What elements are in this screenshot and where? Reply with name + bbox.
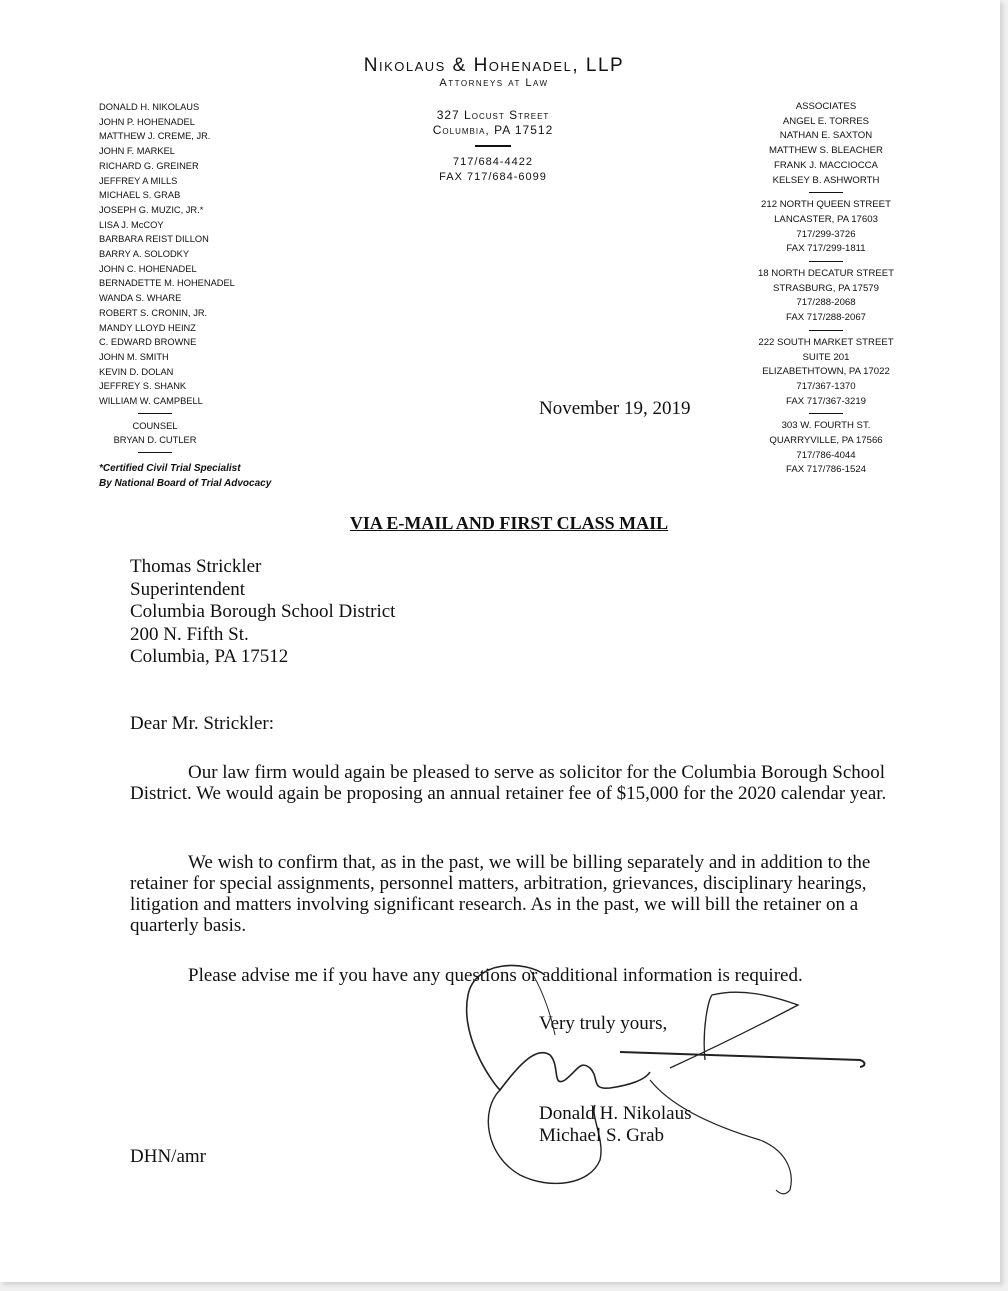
office-line: STRASBURG, PA 17579: [773, 282, 879, 294]
associate-name: NATHAN E. SAXTON: [779, 130, 873, 142]
office-line: 303 W. FOURTH ST.: [781, 420, 871, 432]
typist-initials: DHN/amr: [130, 1146, 206, 1167]
partner-name: C. EDWARD BROWNE: [99, 337, 197, 348]
firm-subtitle: Attorneys at Law: [439, 77, 549, 89]
partner-name: BARBARA REIST DILLON: [99, 234, 209, 245]
body-paragraph: Please advise me if you have any questions or additional information is required.: [188, 965, 803, 986]
partner-name: KEVIN D. DOLAN: [99, 366, 174, 377]
salutation: Dear Mr. Strickler:: [130, 713, 275, 734]
office-line: 717/299-3726: [796, 228, 856, 240]
office-line: LANCASTER, PA 17603: [774, 213, 878, 225]
associates-offices-column: [746, 100, 906, 478]
partner-name: WILLIAM W. CAMPBELL: [99, 396, 203, 407]
body-paragraph: Our law firm would again be pleased to serve as solicitor for the Columbia Borough School District. We would again be proposing an annual retainer fee of $15,000 for the 2020 calendar year.: [130, 762, 887, 804]
office-line: 717/288-2068: [796, 297, 856, 309]
divider: [809, 330, 843, 331]
counsel-name: BRYAN D. CUTLER: [113, 435, 197, 446]
associates-heading: ASSOCIATES: [795, 101, 857, 112]
main-office-block: [393, 108, 593, 185]
recipient-line: Columbia Borough School District: [130, 601, 396, 622]
recipient-line: 200 N. Fifth St.: [130, 623, 249, 645]
office-strasburg: [746, 267, 906, 326]
main-office-city: Columbia, PA 17512: [432, 123, 554, 137]
firm-name: Nikolaus & Hohenadel, LLP: [363, 55, 625, 76]
associate-name: ANGEL E. TORRES: [782, 115, 870, 127]
partner-name: JEFFREY S. SHANK: [99, 381, 187, 392]
recipient-line: Thomas Strickler: [130, 556, 262, 577]
signer-name: Michael S. Grab: [539, 1125, 665, 1146]
divider: [475, 145, 511, 147]
main-office-fax: FAX 717/684-6099: [439, 171, 547, 183]
office-line: FAX 717/288-2067: [785, 312, 866, 324]
partner-name: RICHARD G. GREINER: [99, 160, 199, 171]
main-office-phone: 717/684-4422: [453, 156, 533, 168]
office-line: ELIZABETHTOWN, PA 17022: [762, 366, 890, 378]
body-paragraph: We wish to confirm that, as in the past, we will be billing separately and in addition to the retainer for special assignments, personnel matters, arbitration, grievances, disciplinary hearings, litigation and matters involving significant research. As in the past, we will bill the retainer on a quarterly basis.: [130, 852, 871, 936]
office-line: 212 NORTH QUEEN STREET: [761, 199, 891, 211]
closing: Very truly yours,: [539, 1013, 668, 1034]
office-line: 222 SOUTH MARKET STREET: [758, 336, 894, 348]
certification-note: [99, 461, 319, 491]
partner-name: MANDY LLOYD HEINZ: [99, 322, 196, 333]
partner-name: JOHN C. HOHENADEL: [99, 263, 197, 274]
partner-name: JOHN M. SMITH: [99, 351, 169, 362]
delivery-method: VIA E-MAIL AND FIRST CLASS MAIL: [349, 513, 669, 533]
partner-name: MICHAEL S. GRAB: [99, 190, 181, 201]
partner-name: JOSEPH G. MUZIC, JR.*: [99, 204, 204, 215]
associate-name: FRANK J. MACCIOCCA: [774, 159, 878, 171]
office-line: FAX 717/367-3219: [785, 395, 866, 407]
recipient-line: Columbia, PA 17512: [130, 646, 289, 667]
office-line: FAX 717/786-1524: [785, 464, 866, 476]
partner-name: LISA J. McCOY: [99, 219, 164, 230]
office-line: QUARRYVILLE, PA 17566: [769, 435, 883, 447]
office-elizabethtown: [746, 336, 906, 410]
office-line: FAX 717/299-1811: [786, 243, 866, 255]
partner-name: MATTHEW J. CREME, JR.: [99, 131, 211, 142]
associate-name: KELSEY B. ASHWORTH: [772, 174, 880, 186]
signer-name: Donald H. Nikolaus: [539, 1103, 692, 1124]
partner-name: ROBERT S. CRONIN, JR.: [99, 307, 208, 318]
office-line: 18 NORTH DECATUR STREET: [757, 268, 895, 280]
office-line: SUITE 201: [802, 351, 850, 363]
partner-name: BERNADETTE M. HOHENADEL: [99, 278, 235, 289]
partner-name: JEFFREY A MILLS: [99, 175, 178, 186]
divider: [809, 192, 843, 193]
partner-name: JOHN F. MARKEL: [99, 146, 175, 157]
divider: [809, 413, 843, 414]
signature-stroke: [620, 1052, 865, 1067]
office-quarryville: [746, 419, 906, 478]
divider: [809, 261, 843, 262]
counsel-block: [99, 413, 211, 453]
recipient-line: Superintendent: [130, 578, 246, 600]
main-office-street: 327 Locust Street: [436, 108, 550, 122]
partner-name: JOHN P. HOHENADEL: [99, 116, 195, 127]
divider: [138, 413, 172, 414]
certification-line: *Certified Civil Trial Specialist: [99, 463, 241, 475]
recipient-address: [130, 556, 395, 669]
office-line: 717/786-4044: [796, 449, 856, 461]
office-lancaster: [746, 198, 906, 257]
partner-name: WANDA S. WHARE: [99, 293, 182, 304]
partner-name: DONALD H. NIKOLAUS: [99, 102, 200, 112]
certification-line: By National Board of Trial Advocacy: [99, 478, 272, 490]
counsel-heading: COUNSEL: [132, 420, 178, 431]
signature-stroke: [670, 992, 798, 1068]
divider: [138, 452, 172, 453]
letter-date: November 19, 2019: [539, 398, 691, 419]
signer-names: [539, 1103, 692, 1147]
office-line: 717/367-1370: [796, 380, 856, 392]
associate-name: MATTHEW S. BLEACHER: [769, 145, 883, 157]
partners-list: [99, 100, 319, 491]
partner-name: BARRY A. SOLODKY: [99, 249, 190, 260]
